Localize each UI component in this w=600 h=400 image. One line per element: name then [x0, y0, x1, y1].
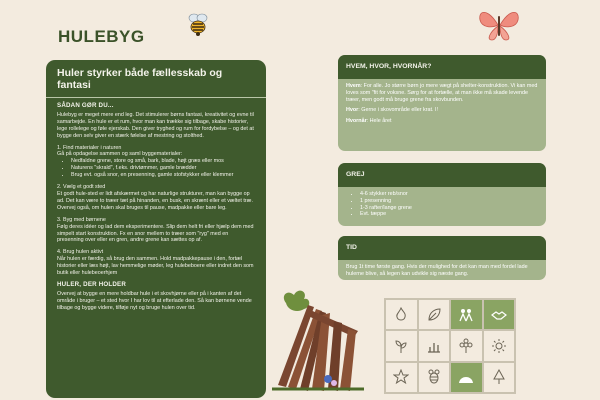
materials-list — [57, 158, 255, 179]
howto-heading: SÅDAN GØR DU... — [57, 102, 114, 109]
list-item: • Brug evt. også snor, en presenning, gamle stofstykker eller klemmer — [71, 172, 255, 179]
grid-cell-fire — [385, 299, 418, 330]
time-card — [338, 236, 546, 280]
when-text: : Hele året — [366, 118, 392, 125]
instructions-heading: Huler styrker både fællesskab og fantasi — [46, 60, 266, 98]
gear-heading: GREJ — [338, 163, 546, 187]
who-label: Hvem — [346, 83, 361, 89]
list-item: • Naturens "skrald", f.eks. drivtømmer, gamle brædder — [71, 165, 255, 172]
chart-icon — [426, 338, 442, 354]
time-text: Brug 1t time første gang. Hvis der mulighed for det kan man med fordel lade hulerne blive, så legen kan udvikle sig næste gang. — [346, 264, 528, 277]
grid-cell-children — [450, 299, 483, 330]
list-item: • 4-6 stykker reb/snor — [360, 191, 538, 198]
bee-icon — [426, 369, 442, 385]
grid-cell-tree — [483, 362, 516, 393]
grid-cell-star — [385, 362, 418, 393]
holder-heading: HULER, DER HOLDER — [57, 280, 127, 288]
where-label: Hvor — [346, 107, 359, 114]
plant-icon — [393, 338, 409, 354]
when-label: Hvornår — [346, 118, 367, 125]
step-3-title: 3. Byg med børnene — [57, 216, 106, 223]
step-2-text: Et godt hule-sted er lidt afskærmet og har naturlige strukturer, man kan bygge op ad. Det kan være to træer tæt på hinanden, en busk, en skrænt eller et væltet træ. Overvej også, om hulen skal bruges til pause, madpakke eller bare leg. — [57, 190, 253, 211]
page-title: HULEBYG — [58, 27, 145, 46]
handshake-icon — [491, 307, 507, 323]
sun-icon — [491, 338, 507, 354]
list-item: • 1 presenning — [360, 198, 538, 205]
grid-cell-bee — [418, 362, 451, 393]
step-3-text: Følg deres idéer og lad dem eksperimentere. Slip dem helt fri eller hjælp dem med simpelt start konstruktion. Fx en snor mellem to træer som "ryg" med en presenning over eller en gren, andre grene kan sættes op af. — [57, 223, 254, 244]
gear-list — [346, 191, 538, 218]
list-item: • Nedfaldne grene, store og små, bark, blade, højt græs eller mos — [71, 158, 255, 165]
step-1 — [57, 145, 255, 180]
instructions-card — [46, 60, 266, 398]
flower-icon — [458, 338, 474, 354]
step-2-title: 2. Vælg et godt sted — [57, 184, 106, 191]
tree-icon — [491, 369, 507, 385]
leaf-icon — [426, 307, 442, 323]
where-paragraph — [346, 107, 538, 114]
step-1-title: 1. Find materialer i naturen — [57, 144, 122, 151]
who-paragraph — [346, 83, 538, 103]
list-item: • Evt. tæppe — [360, 211, 538, 218]
step-4 — [57, 249, 255, 277]
fire-icon — [393, 307, 409, 323]
holder-text: Overvej at bygge en mere holdbar hule i et skovhjørne eller på i kanten af det område i bruger – et sted hvor I har lov til at efterlade den. Så kan børnene vende tilbage og bygge videre, tilføje nyt og bruge hulen over tid. — [57, 290, 252, 311]
grid-cell-chart — [418, 330, 451, 361]
step-3 — [57, 217, 255, 245]
list-item: • 1-3 rafter/lange grene — [360, 205, 538, 212]
gear-card — [338, 163, 546, 226]
who-text: : For alle. Jo større børn jo mere vægt på shelter-konstruktion. Vi kan med loves som "fit for voksne. Sørg for at fortælle, at man ikke må skade levende træer, men godt må bruge grene fra skovbunden. — [346, 83, 538, 103]
grid-cell-hut — [450, 362, 483, 393]
star-icon — [393, 369, 409, 385]
grid-cell-flower — [450, 330, 483, 361]
when-paragraph — [346, 118, 538, 125]
grid-cell-sun — [483, 330, 516, 361]
butterfly-icon — [476, 6, 522, 44]
children-icon — [458, 307, 474, 323]
step-4-title: 4. Brug hulen aktivt — [57, 249, 104, 256]
bee-icon — [185, 12, 211, 38]
hut-icon — [458, 369, 474, 385]
hut-illustration — [268, 285, 368, 395]
step-4-text: Når hulen er færdig, så brug den sammen. Hold madpakkepause i den, fortæl historier eller læs højt, lav hemmelige møder, leg hulebeboere eller indret den som butik eller hulebeoerhjem — [57, 256, 254, 277]
step-2 — [57, 184, 255, 212]
who-heading: HVEM, HVOR, HVORNÅR? — [338, 55, 546, 79]
who-where-when-card — [338, 55, 546, 151]
time-heading: TID — [338, 236, 546, 260]
where-text: : Gerne i skovområde eller krat. I! — [358, 107, 438, 114]
grid-cell-handshake — [483, 299, 516, 330]
activity-icon-grid — [384, 298, 516, 394]
step-1-text: Gå på opdagelse sammen og saml byggematerialer: — [57, 151, 183, 158]
grid-cell-plant — [385, 330, 418, 361]
grid-cell-leaf — [418, 299, 451, 330]
intro-text: Hulebyg er meget mere end leg. Det stimulerer børns fantasi, kreativitet og evne til samarbejde. En hule er et rum, hvor man kan trække sig tilbage, skabe historier, lege rollelege og føle ejerskab. Den giver tryghed og rum for fordybelse – og det at bygge den selv giver en stærk følelse af mestring og stolthed. — [57, 111, 254, 139]
